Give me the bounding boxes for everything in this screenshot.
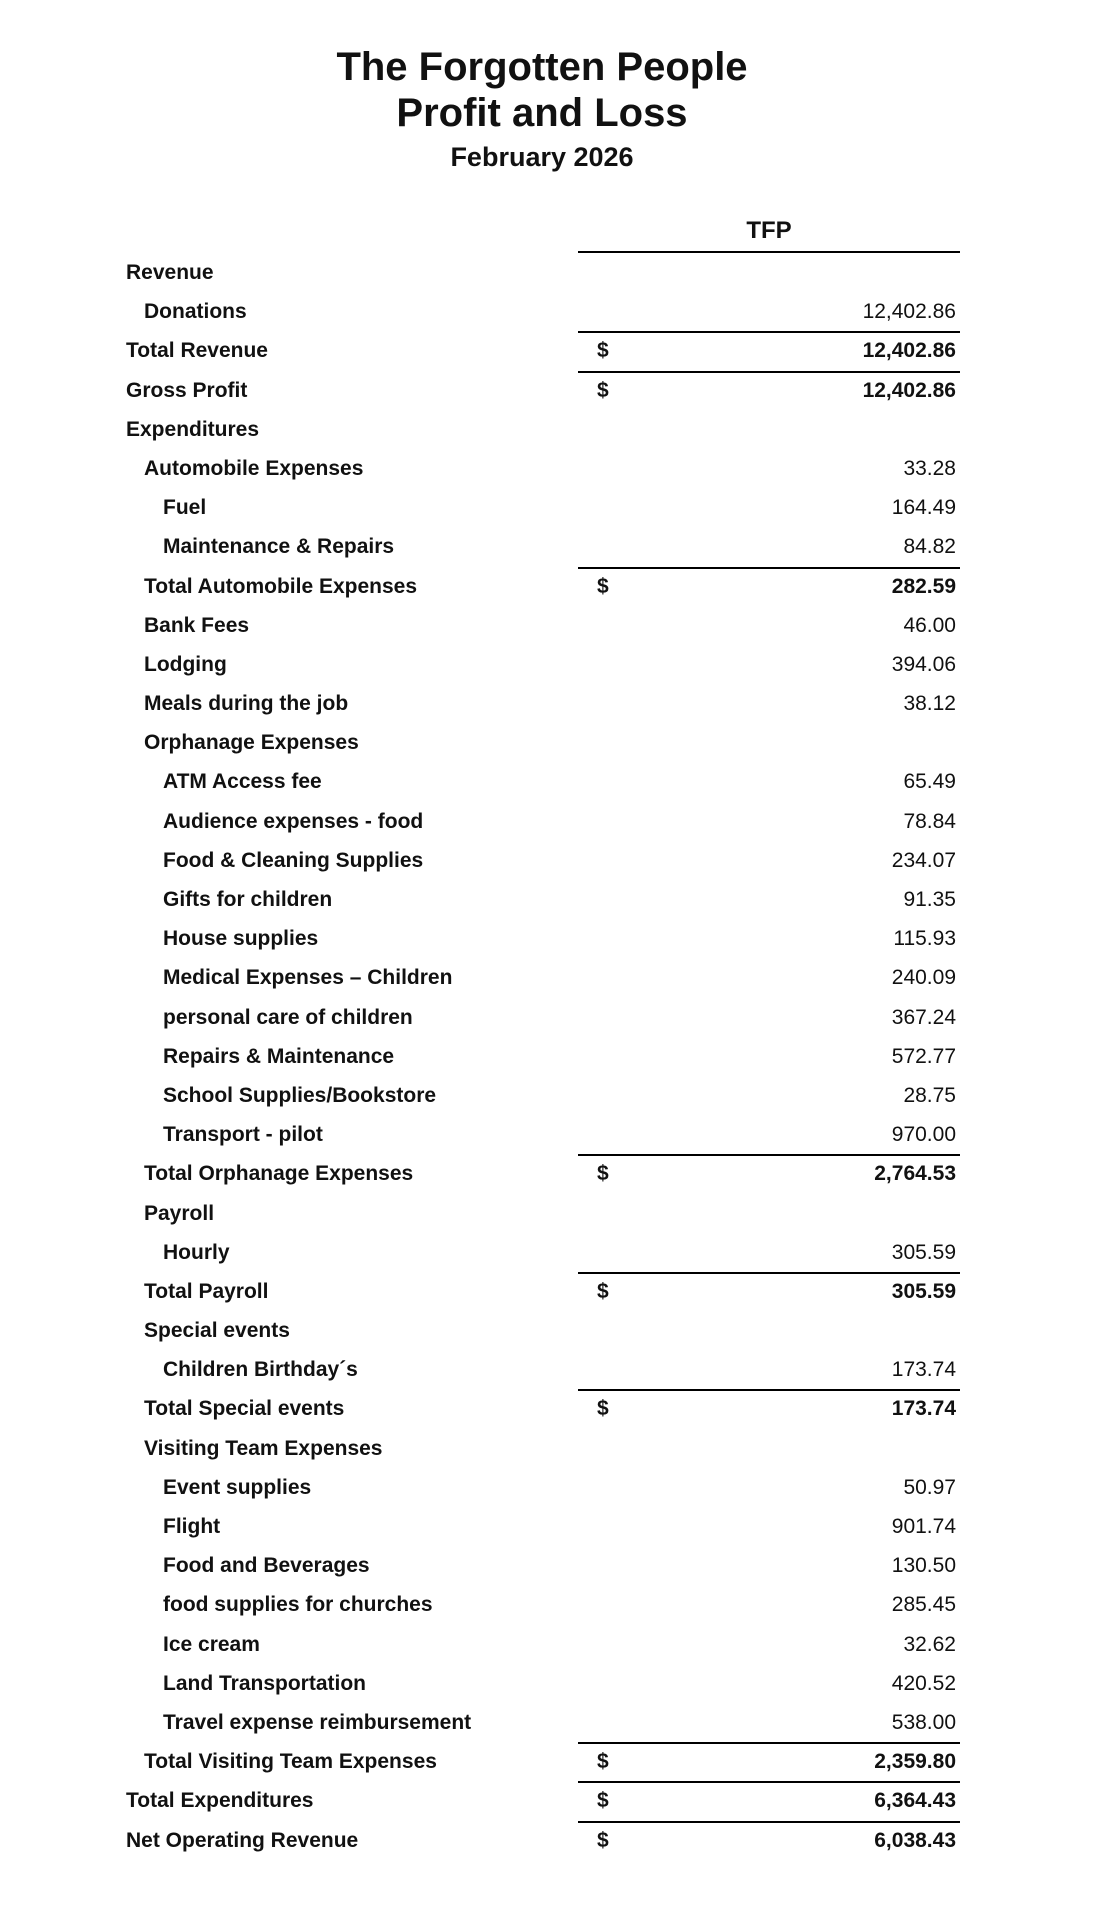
row-amount: 32.62 bbox=[903, 1632, 956, 1656]
row-label: Total Expenditures bbox=[126, 1789, 314, 1813]
total-row bbox=[0, 371, 1116, 410]
line-item-row bbox=[0, 880, 1116, 919]
row-label: School Supplies/Bookstore bbox=[163, 1083, 437, 1107]
row-label: Hourly bbox=[163, 1240, 230, 1264]
company-name: The Forgotten People bbox=[336, 45, 748, 89]
row-label: Travel expense reimbursement bbox=[163, 1710, 472, 1734]
line-item-row bbox=[0, 1037, 1116, 1076]
currency-symbol: $ bbox=[597, 574, 609, 598]
row-amount: 84.82 bbox=[903, 535, 956, 559]
line-item-row bbox=[0, 410, 1116, 449]
row-amount: 78.84 bbox=[903, 809, 956, 833]
row-label: Land Transportation bbox=[163, 1671, 367, 1695]
row-label: Total Visiting Team Expenses bbox=[144, 1750, 437, 1774]
currency-symbol: $ bbox=[597, 1828, 609, 1852]
row-label: Event supplies bbox=[163, 1475, 312, 1499]
row-label: Revenue bbox=[126, 261, 214, 284]
line-item-row bbox=[0, 1076, 1116, 1115]
row-amount: 12,402.86 bbox=[862, 339, 956, 363]
row-label: Food & Cleaning Supplies bbox=[163, 848, 424, 872]
currency-symbol: $ bbox=[597, 1162, 609, 1186]
total-row bbox=[0, 1742, 1116, 1781]
row-label: Gross Profit bbox=[126, 378, 248, 402]
line-item-row bbox=[0, 1507, 1116, 1546]
row-amount: 285.45 bbox=[891, 1593, 956, 1617]
row-amount: 367.24 bbox=[891, 1005, 956, 1029]
total-row bbox=[0, 1272, 1116, 1311]
row-label: food supplies for churches bbox=[163, 1593, 433, 1617]
total-row bbox=[0, 1154, 1116, 1193]
row-label: Fuel bbox=[163, 496, 207, 520]
line-item-row bbox=[0, 1115, 1116, 1154]
row-amount: 46.00 bbox=[903, 613, 956, 637]
row-label: Visiting Team Expenses bbox=[144, 1436, 383, 1460]
row-label: Total Special events bbox=[144, 1397, 345, 1421]
row-label: Audience expenses - food bbox=[163, 809, 424, 833]
total-row bbox=[0, 1781, 1116, 1820]
line-item-row bbox=[0, 488, 1116, 527]
row-label: ATM Access fee bbox=[163, 770, 322, 794]
row-amount: 12,402.86 bbox=[862, 378, 956, 402]
row-amount: 420.52 bbox=[891, 1671, 956, 1695]
row-amount: 572.77 bbox=[891, 1044, 956, 1068]
line-item-row bbox=[0, 1194, 1116, 1233]
currency-symbol: $ bbox=[597, 1279, 609, 1303]
row-amount: 38.12 bbox=[903, 692, 956, 716]
row-amount: 173.74 bbox=[891, 1397, 956, 1421]
row-amount: 305.59 bbox=[891, 1240, 956, 1264]
row-amount: 2,359.80 bbox=[874, 1750, 956, 1774]
row-amount: 6,364.43 bbox=[874, 1789, 956, 1813]
row-amount: 50.97 bbox=[903, 1475, 956, 1499]
row-amount: 65.49 bbox=[903, 770, 956, 794]
line-item-row bbox=[0, 449, 1116, 488]
row-label: Medical Expenses – Children bbox=[163, 966, 453, 990]
line-item-row bbox=[0, 723, 1116, 762]
line-item-row bbox=[0, 958, 1116, 997]
row-label: Total Revenue bbox=[126, 339, 268, 363]
row-amount: 538.00 bbox=[891, 1710, 956, 1734]
row-amount: 115.93 bbox=[893, 927, 956, 951]
row-label: Special events bbox=[144, 1319, 290, 1343]
line-item-row bbox=[0, 919, 1116, 958]
row-label: Meals during the job bbox=[144, 692, 349, 716]
row-label: House supplies bbox=[163, 927, 319, 951]
currency-symbol: $ bbox=[597, 339, 609, 363]
row-amount: 970.00 bbox=[891, 1123, 956, 1147]
line-item-row bbox=[0, 645, 1116, 684]
row-label: Total Automobile Expenses bbox=[144, 574, 418, 598]
row-label: personal care of children bbox=[163, 1005, 413, 1029]
row-label: Flight bbox=[163, 1515, 221, 1538]
row-label: Payroll bbox=[144, 1201, 215, 1225]
line-item-row bbox=[0, 762, 1116, 801]
line-item-row bbox=[0, 292, 1116, 331]
line-item-row bbox=[0, 1429, 1116, 1468]
row-amount: 282.59 bbox=[891, 574, 956, 598]
row-label: Automobile Expenses bbox=[144, 456, 364, 480]
row-amount: 33.28 bbox=[903, 456, 956, 480]
row-amount: 234.07 bbox=[891, 848, 956, 872]
line-item-row bbox=[0, 253, 1116, 292]
row-label: Transport - pilot bbox=[163, 1123, 323, 1147]
row-amount: 91.35 bbox=[903, 888, 956, 911]
line-item-row bbox=[0, 606, 1116, 645]
report-period: February 2026 bbox=[450, 142, 634, 172]
line-item-row bbox=[0, 527, 1116, 566]
row-amount: 240.09 bbox=[891, 966, 956, 990]
row-label: Total Orphanage Expenses bbox=[144, 1162, 414, 1186]
row-label: Maintenance & Repairs bbox=[163, 535, 395, 559]
line-item-row bbox=[0, 1350, 1116, 1389]
total-row bbox=[0, 567, 1116, 606]
row-label: Bank Fees bbox=[144, 613, 250, 637]
line-item-row bbox=[0, 1468, 1116, 1507]
row-amount: 28.75 bbox=[903, 1083, 956, 1107]
row-label: Repairs & Maintenance bbox=[163, 1044, 395, 1068]
row-amount: 901.74 bbox=[891, 1515, 956, 1538]
total-row bbox=[0, 331, 1116, 370]
row-label: Food and Beverages bbox=[163, 1554, 370, 1578]
row-label: Donations bbox=[144, 300, 247, 324]
report-title: Profit and Loss bbox=[396, 91, 688, 135]
row-label: Children Birthday´s bbox=[163, 1358, 358, 1382]
currency-symbol: $ bbox=[597, 378, 609, 402]
row-amount: 130.50 bbox=[891, 1554, 956, 1578]
currency-symbol: $ bbox=[597, 1397, 609, 1421]
total-row bbox=[0, 1389, 1116, 1428]
row-amount: 173.74 bbox=[891, 1358, 956, 1382]
line-item-row bbox=[0, 684, 1116, 723]
row-label: Ice cream bbox=[163, 1632, 260, 1656]
line-item-row bbox=[0, 1311, 1116, 1350]
line-item-row bbox=[0, 1625, 1116, 1664]
row-label: Lodging bbox=[144, 652, 227, 676]
line-item-row bbox=[0, 802, 1116, 841]
line-item-row bbox=[0, 1703, 1116, 1742]
row-label: Orphanage Expenses bbox=[144, 731, 359, 755]
row-amount: 6,038.43 bbox=[874, 1828, 956, 1852]
row-amount: 164.49 bbox=[891, 496, 956, 520]
row-label: Total Payroll bbox=[144, 1279, 269, 1303]
line-item-row bbox=[0, 841, 1116, 880]
row-amount: 12,402.86 bbox=[862, 300, 956, 324]
profit-loss-table bbox=[0, 253, 1116, 1860]
row-label: Gifts for children bbox=[163, 888, 333, 911]
column-header: TFP bbox=[746, 217, 792, 244]
line-item-row bbox=[0, 1233, 1116, 1272]
currency-symbol: $ bbox=[597, 1750, 609, 1774]
row-amount: 2,764.53 bbox=[874, 1162, 956, 1186]
line-item-row bbox=[0, 1585, 1116, 1624]
total-row bbox=[0, 1821, 1116, 1860]
currency-symbol: $ bbox=[597, 1789, 609, 1813]
row-amount: 394.06 bbox=[891, 652, 956, 676]
row-label: Expenditures bbox=[126, 417, 260, 441]
line-item-row bbox=[0, 1546, 1116, 1585]
row-amount: 305.59 bbox=[891, 1279, 956, 1303]
line-item-row bbox=[0, 1664, 1116, 1703]
row-label: Net Operating Revenue bbox=[126, 1828, 359, 1852]
line-item-row bbox=[0, 998, 1116, 1037]
